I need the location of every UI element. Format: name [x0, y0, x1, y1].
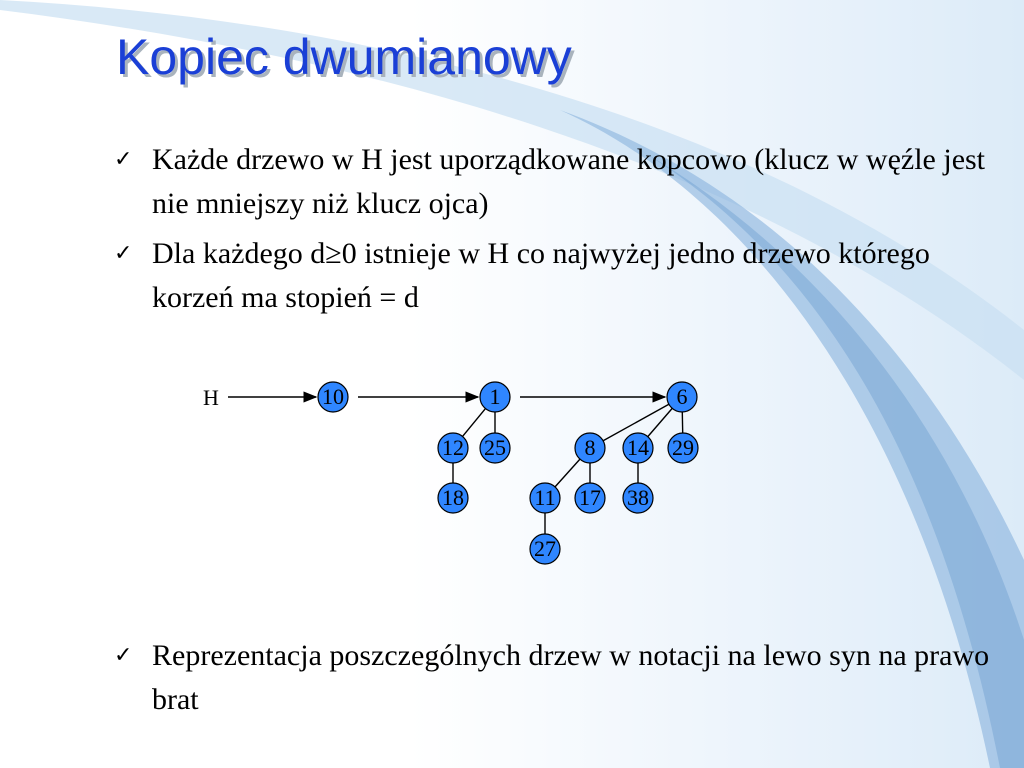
node-key: 10: [322, 384, 344, 409]
bullet-text: Reprezentacja poszczególnych drzew w notacji na lewo syn na prawo brat: [152, 639, 990, 716]
node-key: 27: [534, 536, 556, 561]
heap-node: [530, 483, 560, 513]
heap-node: [438, 483, 468, 513]
heap-node: [480, 433, 510, 463]
tree-nodes: [318, 382, 698, 564]
bullet-text: Dla każdego d≥0 istnieje w H co najwyżej jedno drzewo którego korzeń ma stopień = d: [152, 237, 930, 314]
node-key: 8: [584, 435, 596, 460]
heap-node: [575, 433, 605, 463]
node-key: 14: [627, 435, 649, 460]
node-key: 17: [579, 485, 601, 510]
heap-node: [668, 433, 698, 463]
heap-head-label: H: [203, 385, 219, 410]
checkmark-icon: ✓: [114, 147, 133, 172]
node-key: 6: [676, 384, 688, 409]
node-key: 29: [672, 435, 694, 460]
tree-edge: [463, 409, 486, 437]
checkmark-icon: ✓: [114, 643, 133, 668]
heap-node: [667, 382, 697, 412]
heap-node: [480, 382, 510, 412]
tree-edges: [453, 404, 683, 534]
heap-node: [575, 483, 605, 513]
node-key: 1: [489, 384, 501, 409]
heap-node: [623, 483, 653, 513]
bullet-text: Każde drzewo w H jest uporządkowane kopcowo (klucz w węźle jest nie mniejszy niż klucz ojca): [152, 143, 986, 220]
node-key: 38: [627, 485, 649, 510]
node-key: 11: [534, 485, 556, 510]
heap-node: [530, 534, 560, 564]
tree-edge: [648, 408, 672, 436]
node-key: 25: [484, 435, 506, 460]
slide-title: Kopiec dwumianowy: [116, 29, 572, 85]
heap-node: [318, 382, 348, 412]
node-key: 18: [442, 485, 464, 510]
node-key: 12: [442, 435, 464, 460]
heap-node: [623, 433, 653, 463]
tree-edge: [555, 459, 580, 487]
heap-node: [438, 433, 468, 463]
checkmark-icon: ✓: [114, 241, 133, 266]
